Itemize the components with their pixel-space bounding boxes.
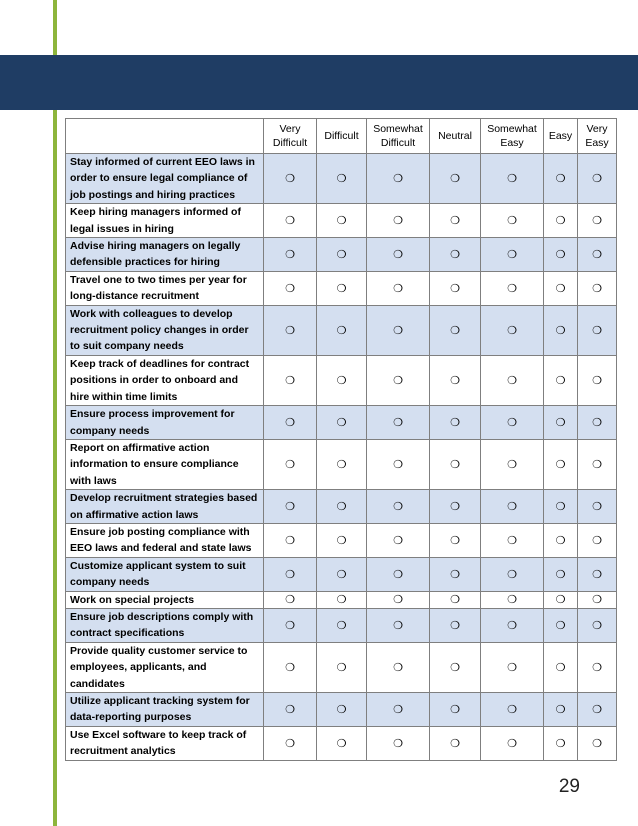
radio-option-difficult[interactable]: ❍: [317, 154, 367, 204]
radio-option-somewhat-difficult[interactable]: ❍: [367, 305, 430, 355]
radio-option-somewhat-easy[interactable]: ❍: [481, 591, 544, 608]
radio-option-somewhat-difficult[interactable]: ❍: [367, 608, 430, 642]
task-label: Report on affirmative action information to ensure compliance with laws: [66, 439, 264, 489]
radio-option-easy[interactable]: ❍: [544, 726, 578, 760]
radio-option-very-easy[interactable]: ❍: [578, 523, 617, 557]
radio-option-difficult[interactable]: ❍: [317, 642, 367, 692]
radio-option-somewhat-difficult[interactable]: ❍: [367, 557, 430, 591]
table-row: [66, 490, 617, 524]
radio-option-somewhat-easy[interactable]: ❍: [481, 642, 544, 692]
radio-option-very-difficult[interactable]: ❍: [264, 693, 317, 727]
table-row: [66, 726, 617, 760]
radio-option-neutral[interactable]: ❍: [430, 726, 481, 760]
task-label: Work on special projects: [66, 591, 264, 608]
radio-option-very-difficult[interactable]: ❍: [264, 726, 317, 760]
radio-option-very-difficult[interactable]: ❍: [264, 406, 317, 440]
task-label: Provide quality customer service to employees, applicants, and candidates: [66, 642, 264, 692]
radio-option-easy[interactable]: ❍: [544, 591, 578, 608]
radio-option-very-easy[interactable]: ❍: [578, 238, 617, 272]
radio-option-somewhat-difficult[interactable]: ❍: [367, 204, 430, 238]
radio-option-difficult[interactable]: ❍: [317, 305, 367, 355]
radio-option-somewhat-easy[interactable]: ❍: [481, 355, 544, 405]
radio-option-somewhat-difficult[interactable]: ❍: [367, 406, 430, 440]
radio-option-somewhat-easy[interactable]: ❍: [481, 693, 544, 727]
radio-option-easy[interactable]: ❍: [544, 523, 578, 557]
radio-option-easy[interactable]: ❍: [544, 406, 578, 440]
radio-option-very-easy[interactable]: ❍: [578, 608, 617, 642]
radio-option-difficult[interactable]: ❍: [317, 204, 367, 238]
task-label: Stay informed of current EEO laws in order to ensure legal compliance of job postings and hiring practices: [66, 154, 264, 204]
task-label: Keep hiring managers informed of legal issues in hiring: [66, 204, 264, 238]
radio-option-very-difficult[interactable]: ❍: [264, 305, 317, 355]
table-row: [66, 591, 617, 608]
radio-option-somewhat-difficult[interactable]: ❍: [367, 271, 430, 305]
radio-option-very-difficult[interactable]: ❍: [264, 271, 317, 305]
radio-option-somewhat-easy[interactable]: ❍: [481, 154, 544, 204]
radio-option-difficult[interactable]: ❍: [317, 693, 367, 727]
radio-option-very-difficult[interactable]: ❍: [264, 154, 317, 204]
radio-option-neutral[interactable]: ❍: [430, 271, 481, 305]
radio-option-very-easy[interactable]: ❍: [578, 642, 617, 692]
radio-option-very-difficult[interactable]: ❍: [264, 204, 317, 238]
survey-table: [65, 118, 617, 761]
table-row: [66, 204, 617, 238]
radio-option-somewhat-difficult[interactable]: ❍: [367, 238, 430, 272]
radio-option-neutral[interactable]: ❍: [430, 490, 481, 524]
radio-option-difficult[interactable]: ❍: [317, 238, 367, 272]
radio-option-neutral[interactable]: ❍: [430, 557, 481, 591]
table-row: [66, 557, 617, 591]
radio-option-very-easy[interactable]: ❍: [578, 591, 617, 608]
radio-option-easy[interactable]: ❍: [544, 355, 578, 405]
radio-option-very-difficult[interactable]: ❍: [264, 490, 317, 524]
radio-option-very-easy[interactable]: ❍: [578, 355, 617, 405]
table-row: [66, 305, 617, 355]
task-label: Develop recruitment strategies based on affirmative action laws: [66, 490, 264, 524]
header-somewhat-difficult: Somewhat Difficult: [367, 119, 430, 154]
radio-option-neutral[interactable]: ❍: [430, 154, 481, 204]
radio-option-difficult[interactable]: ❍: [317, 355, 367, 405]
radio-option-neutral[interactable]: ❍: [430, 238, 481, 272]
radio-option-neutral[interactable]: ❍: [430, 523, 481, 557]
task-label: Travel one to two times per year for long-distance recruitment: [66, 271, 264, 305]
radio-option-somewhat-easy[interactable]: ❍: [481, 406, 544, 440]
table-row: [66, 693, 617, 727]
table-row: [66, 523, 617, 557]
table-row: [66, 439, 617, 489]
radio-option-very-difficult[interactable]: ❍: [264, 591, 317, 608]
radio-option-somewhat-easy[interactable]: ❍: [481, 204, 544, 238]
radio-option-somewhat-difficult[interactable]: ❍: [367, 523, 430, 557]
radio-option-difficult[interactable]: ❍: [317, 439, 367, 489]
radio-option-neutral[interactable]: ❍: [430, 355, 481, 405]
header-banner: [0, 55, 638, 110]
radio-option-easy[interactable]: ❍: [544, 305, 578, 355]
task-label: Ensure job posting compliance with EEO laws and federal and state laws: [66, 523, 264, 557]
radio-option-somewhat-easy[interactable]: ❍: [481, 726, 544, 760]
header-somewhat-easy: Somewhat Easy: [481, 119, 544, 154]
radio-option-easy[interactable]: ❍: [544, 271, 578, 305]
radio-option-very-difficult[interactable]: ❍: [264, 608, 317, 642]
radio-option-somewhat-easy[interactable]: ❍: [481, 271, 544, 305]
radio-option-very-easy[interactable]: ❍: [578, 557, 617, 591]
radio-option-very-difficult[interactable]: ❍: [264, 642, 317, 692]
radio-option-easy[interactable]: ❍: [544, 154, 578, 204]
radio-option-easy[interactable]: ❍: [544, 238, 578, 272]
task-label: Customize applicant system to suit company needs: [66, 557, 264, 591]
radio-option-very-easy[interactable]: ❍: [578, 726, 617, 760]
radio-option-somewhat-easy[interactable]: ❍: [481, 238, 544, 272]
header-difficult: Difficult: [317, 119, 367, 154]
radio-option-somewhat-easy[interactable]: ❍: [481, 608, 544, 642]
table-row: [66, 406, 617, 440]
radio-option-difficult[interactable]: ❍: [317, 608, 367, 642]
radio-option-difficult[interactable]: ❍: [317, 271, 367, 305]
task-label: Work with colleagues to develop recruitment policy changes in order to suit company needs: [66, 305, 264, 355]
radio-option-very-easy[interactable]: ❍: [578, 204, 617, 238]
header-task-cell: [66, 119, 264, 154]
radio-option-somewhat-easy[interactable]: ❍: [481, 523, 544, 557]
header-row: [66, 119, 617, 154]
radio-option-neutral[interactable]: ❍: [430, 406, 481, 440]
radio-option-difficult[interactable]: ❍: [317, 726, 367, 760]
radio-option-very-difficult[interactable]: ❍: [264, 557, 317, 591]
radio-option-somewhat-difficult[interactable]: ❍: [367, 693, 430, 727]
radio-option-neutral[interactable]: ❍: [430, 693, 481, 727]
radio-option-somewhat-difficult[interactable]: ❍: [367, 591, 430, 608]
radio-option-easy[interactable]: ❍: [544, 439, 578, 489]
radio-option-neutral[interactable]: ❍: [430, 591, 481, 608]
page-number: 29: [558, 776, 580, 797]
radio-option-difficult[interactable]: ❍: [317, 557, 367, 591]
task-label: Utilize applicant tracking system for data-reporting purposes: [66, 693, 264, 727]
table-row: [66, 642, 617, 692]
table-row: [66, 355, 617, 405]
radio-option-somewhat-easy[interactable]: ❍: [481, 439, 544, 489]
table-row: [66, 608, 617, 642]
radio-option-very-difficult[interactable]: ❍: [264, 238, 317, 272]
task-label: Use Excel software to keep track of recruitment analytics: [66, 726, 264, 760]
header-very-difficult: Very Difficult: [264, 119, 317, 154]
table-row: [66, 271, 617, 305]
radio-option-neutral[interactable]: ❍: [430, 608, 481, 642]
radio-option-very-easy[interactable]: ❍: [578, 154, 617, 204]
radio-option-difficult[interactable]: ❍: [317, 591, 367, 608]
radio-option-somewhat-difficult[interactable]: ❍: [367, 726, 430, 760]
header-very-easy: Very Easy: [578, 119, 617, 154]
radio-option-neutral[interactable]: ❍: [430, 439, 481, 489]
radio-option-very-difficult[interactable]: ❍: [264, 439, 317, 489]
task-label: Advise hiring managers on legally defensible practices for hiring: [66, 238, 264, 272]
radio-option-very-easy[interactable]: ❍: [578, 305, 617, 355]
task-label: Ensure process improvement for company needs: [66, 406, 264, 440]
radio-option-very-easy[interactable]: ❍: [578, 271, 617, 305]
left-accent-bar: [53, 0, 57, 826]
header-neutral: Neutral: [430, 119, 481, 154]
radio-option-somewhat-difficult[interactable]: ❍: [367, 154, 430, 204]
radio-option-somewhat-difficult[interactable]: ❍: [367, 642, 430, 692]
task-label: Ensure job descriptions comply with contract specifications: [66, 608, 264, 642]
table-row: [66, 154, 617, 204]
radio-option-somewhat-easy[interactable]: ❍: [481, 305, 544, 355]
radio-option-somewhat-easy[interactable]: ❍: [481, 557, 544, 591]
radio-option-easy[interactable]: ❍: [544, 642, 578, 692]
task-label: Keep track of deadlines for contract positions in order to onboard and hire within time limits: [66, 355, 264, 405]
header-easy: Easy: [544, 119, 578, 154]
radio-option-easy[interactable]: ❍: [544, 557, 578, 591]
radio-option-very-difficult[interactable]: ❍: [264, 355, 317, 405]
radio-option-very-easy[interactable]: ❍: [578, 490, 617, 524]
radio-option-somewhat-difficult[interactable]: ❍: [367, 490, 430, 524]
radio-option-difficult[interactable]: ❍: [317, 490, 367, 524]
table-row: [66, 238, 617, 272]
radio-option-somewhat-difficult[interactable]: ❍: [367, 439, 430, 489]
radio-option-difficult[interactable]: ❍: [317, 406, 367, 440]
radio-option-somewhat-difficult[interactable]: ❍: [367, 355, 430, 405]
radio-option-very-difficult[interactable]: ❍: [264, 523, 317, 557]
radio-option-very-easy[interactable]: ❍: [578, 439, 617, 489]
radio-option-neutral[interactable]: ❍: [430, 204, 481, 238]
radio-option-difficult[interactable]: ❍: [317, 523, 367, 557]
radio-option-very-easy[interactable]: ❍: [578, 693, 617, 727]
radio-option-easy[interactable]: ❍: [544, 693, 578, 727]
radio-option-easy[interactable]: ❍: [544, 204, 578, 238]
radio-option-easy[interactable]: ❍: [544, 490, 578, 524]
radio-option-very-easy[interactable]: ❍: [578, 406, 617, 440]
radio-option-easy[interactable]: ❍: [544, 608, 578, 642]
radio-option-neutral[interactable]: ❍: [430, 305, 481, 355]
radio-option-somewhat-easy[interactable]: ❍: [481, 490, 544, 524]
radio-option-neutral[interactable]: ❍: [430, 642, 481, 692]
